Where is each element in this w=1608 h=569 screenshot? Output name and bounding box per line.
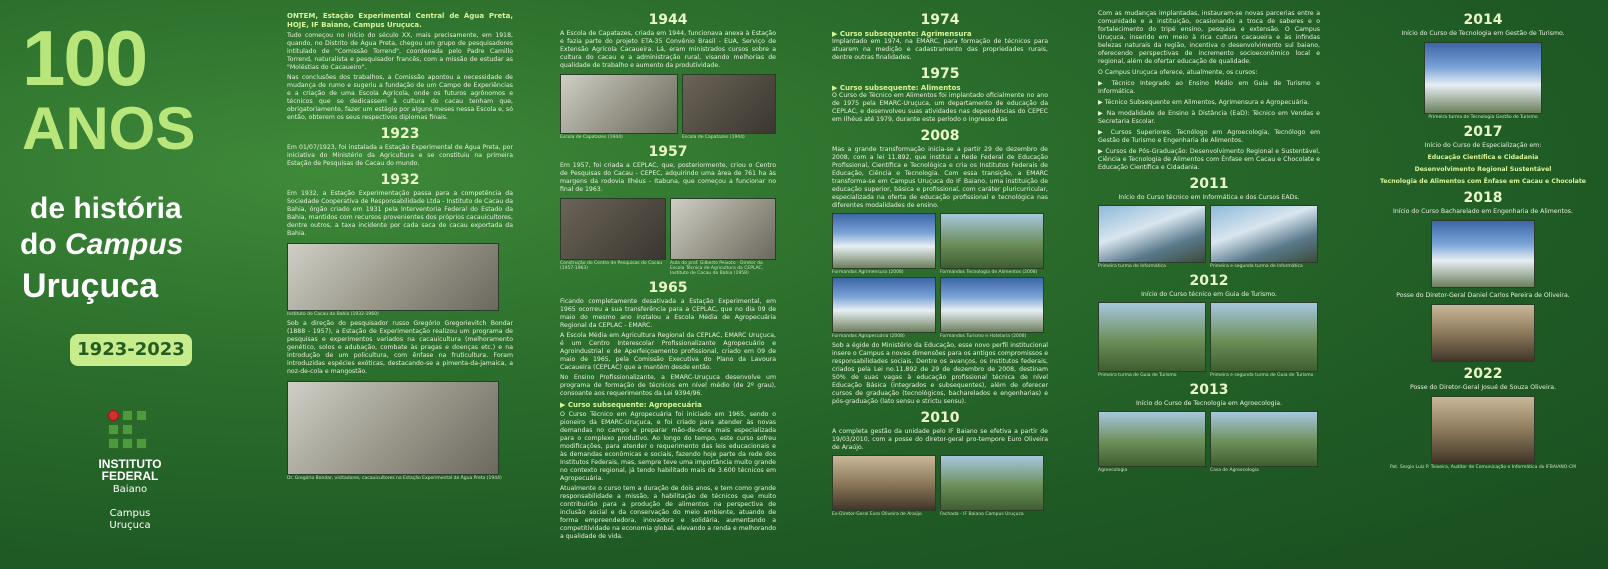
- caption-aula: Aula do prof. Gilberto Peixoto - Diretor da Escola Técnica de Agricultura da CEPLAC, Instituto de Cacau da Bahia (1958): [670, 261, 764, 276]
- photo-casa-agroecologia: [1210, 411, 1318, 467]
- photo-gestao-turismo: [1424, 42, 1542, 114]
- caption-instituto-cacau: Instituto do Cacau da Bahia (1932-1960): [287, 312, 379, 317]
- year-2022: 2022: [1463, 366, 1503, 382]
- paragraph-oferece: O Campus Uruçuca oferece, atualmente, os cursos:: [1098, 69, 1258, 76]
- year-1974: 1974: [920, 12, 960, 28]
- paragraph-2008: Mas a grande transformação inicia-se a partir 29 de dezembro de 2008, com a lei 11.892, que institui a Rede Federal de Educação Profissional, Científica e Tecnológica e cria os Institutos Federais de Educação, Ciência e Tecnologia. Com essa transição, a EMARC transforma-se em Campus Uruçuca do IF Baiano, uma instituição de educação superior, básica e profissional, com caráter pluricurricular, especializada na oferta de educação profissional e tecnológica nas diferentes modalidades de ensino.: [832, 146, 1048, 209]
- paragraph-2008-b: Sob a égide do Ministério da Educação, esse novo perfil institucional insere o Campus a novas dimensões para os antigos compromissos e responsabilidades sociais. Dentre os avanços, os institutos federais, criados pela Lei no.11.892 de 29 de dezembro de 2008, destinam 50% de suas vagas à educação profissional técnica de nível Educação Básica (integrados e subsequentes), além de oferecer cursos de graduação (tecnológicos, bacharelados e engenharias) e pós-graduação (lato sensu e strictu sensu).: [832, 342, 1048, 405]
- title-line1: de história: [30, 192, 182, 225]
- photo-capatazes-1: [560, 74, 678, 134]
- period-badge: 1923-2023: [70, 334, 192, 366]
- curso-alimentos: ▶ Curso subsequente: Alimentos: [832, 84, 961, 92]
- paragraph-1944: A Escola de Capatazes, criada em 1944, funcionava anexa à Estação e fazia parte do projeto ETA-35 Convênio Brasil - EUA, Serviço de Extensão Agrícola Cacaueira. Lá, eram ministrados cursos sobre a cultura do cacau e a administração rural, visando melhorias de qualidade de trabalho e aumento da produtividade.: [560, 30, 776, 69]
- photo-engenharia-alimentos: [1431, 220, 1535, 288]
- paragraph-1974: Implantado em 1974, na EMARC, para formação de técnicos para atuarem na medição e cadastramento das propriedades rurais, dentre outras finalidades.: [832, 38, 1048, 61]
- year-2012: 2012: [1189, 273, 1229, 289]
- photo-instituto-cacau: [287, 243, 499, 311]
- year-1975: 1975: [920, 66, 960, 82]
- year-2010: 2010: [920, 410, 960, 426]
- caption-formandos-agrimensura: Formandos Agrimensura (2008): [832, 270, 904, 275]
- title-100: 100: [22, 14, 147, 102]
- year-1923: 1923: [380, 126, 420, 142]
- title-line2: [20, 228, 183, 262]
- paragraph-1965-c: No Ensino Profissionalizante, a EMARC-Uruçuca desenvolve um programa de formação de técnicos em nível médio (de 2º grau), consoante aos requerimentos da Lei 9394/96.: [560, 374, 776, 397]
- caption-informatica-1: Primeira turma de Informática: [1098, 264, 1166, 269]
- photo-cepec: [560, 198, 666, 260]
- paragraph-1965: Ficando completamente desativada a Estação Experimental, em 1965 ocorreu a sua transferência para a CEPLAC, que no dia 09 de maio do mesmo ano instalou a Escola Média de Agropecuária Regional da CEPLAC - EMARC.: [560, 298, 776, 329]
- caption-bondar: Dr. Gregório Bondar, visitadores, cacauicultores na Estação Experimental de Água Preta (1944): [287, 476, 502, 481]
- paragraph-2013: Início do Curso de Tecnologia em Agroecologia.: [1135, 400, 1283, 407]
- photo-fachada: [940, 455, 1044, 511]
- year-2013: 2013: [1189, 382, 1229, 398]
- paragraph-2017: Início do Curso de Especialização em:: [1424, 142, 1542, 149]
- curso-agropecuaria: ▶ Curso subsequente: Agropecuária: [560, 401, 702, 409]
- institute-baiano: Baiano: [112, 484, 148, 495]
- intro-paragraph-1: Tudo começou no início do século XX, mais precisamente, em 1918, quando, no Distrito de Água Preta, chegou um grupo de pesquisadores intitulado de "Comissão Torrend", coordenada pelo Padre Camillo Torrend, naturalista e pesquisador francês, com a missão de estudar as "Moléstias do Cacaueiro".: [287, 32, 513, 71]
- paragraph-posse-2: Posse do Diretor-Geral Josué de Souza Oliveira.: [1409, 384, 1556, 391]
- curso-agrimensura: ▶ Curso subsequente: Agrimensura: [832, 30, 972, 38]
- campus-name: [80, 508, 180, 532]
- caption-informatica-2: Primeira e segunda turma de Informática: [1210, 264, 1303, 269]
- title-panel: [0, 0, 280, 569]
- especializacao-3: Tecnologia de Alimentos com Ênfase em Cacau e Chocolate: [1380, 178, 1586, 185]
- paragraph-1923: Em 01/07/1923, foi instalada a Estação Experimental de Água Preta, por iniciativa do Ministério da Agricultura e se constituiu na primeira Estação de Pesquisas de Cacau do mundo.: [287, 144, 513, 167]
- photo-capatazes-2: [682, 74, 776, 134]
- paragraph-agropecuaria-2: Atualmente o curso tem a duração de dois anos, e tem como grande responsabilidade a missão, a habilitação de técnicos que muito contribuirão para a produção de alimentos na perspectiva de inclusão social e da conservação do meio ambiente, atuando de forma empreendedora, inovadora e solidária, aumentando a competitividade na economia global, elevando a renda e melhorando a qualidade de vida.: [560, 485, 776, 540]
- photo-guia-turismo-2: [1210, 302, 1318, 372]
- paragraph-1975: O Curso de Técnico em Alimentos foi implantado oficialmente no ano de 1975 pela EMARC-Uruçuca, um departamento de educação da CEPLAC, e desenvolveu suas atividades nas dependências do CEPEC em Ilhéus até 1979, durante este período o ingresso das: [832, 92, 1048, 123]
- especializacao-1: Educação Científica e Cidadania: [1427, 154, 1539, 161]
- course-item-4: ▶ Cursos Superiores: Tecnólogo em Agroecologia, Tecnólogo em Gestão de Turismo e Engenharia de Alimentos.: [1098, 129, 1320, 144]
- photo-agroecologia: [1098, 411, 1206, 467]
- year-1932: 1932: [380, 172, 420, 188]
- intro-heading-text: ONTEM, Estação Experimental Central de Água Preta, HOJE, IF Baiano, Campus Uruçuca.: [287, 12, 513, 29]
- caption-guia-turismo-2: Primeira e segunda turma de Guia de Turismo: [1210, 373, 1314, 378]
- especializacao-2: Desenvolvimento Regional Sustentável: [1414, 166, 1552, 173]
- institute-name: [80, 458, 180, 482]
- caption-capatazes-2: Escola de Capatazes (1944): [682, 135, 745, 140]
- institute-name-2: FEDERAL: [101, 469, 159, 483]
- caption-capatazes-1: Escola de Capatazes (1944): [560, 135, 623, 140]
- paragraph-agropecuaria: O Curso Técnico em Agropecuária foi iniciado em 1965, sendo o pioneiro da EMARC-Uruçuca, e foi criado para atender às novas demandas no campo e preparar mão-de-obra mais especializada para o complexo produtivo. Ao longo do tempo, este curso sofreu modificações, para atender o requerimento das leis educacionais e às demandas econômicas e sociais, fazendo hoje parte da rede dos Institutos Federais, mas, sempre teve uma importância muito grande no contexto regional, já tendo habilitado mais de 3.600 técnicos em Agropecuária.: [560, 411, 776, 482]
- paragraph-bondar: Sob a direção do pesquisador russo Gregório Gregorievitch Bondar (1888 - 1957), a Estação de Experimentação realizou um programa de pesquisas e experimentos variados na cacauicultura (melhoramento genético, solos e adubação, combate às pragas e doenças etc.) e na introdução de um policultura, com ênfase na fruticultura. Foram introduzidas espécies exóticas, destacando-se a pimenta-da-jamaica, a noz-de-cola e mangostão.: [287, 320, 513, 375]
- paragraph-1965-b: A Escola Média em Agricultura Regional da CEPLAC, EMARC Uruçuca, é um Centro Interescolar Profissionalizante Agropecuário e Agroindustrial e de Aperfeiçoamento profissional, criado em 09 de maio de 1965, pela Comissão Executiva do Plano da Lavoura Cacaueira (CEPLAC) que a mantém desde então.: [560, 332, 776, 371]
- paragraph-2014: Início do Curso de Tecnologia em Gestão de Turismo.: [1401, 30, 1565, 37]
- photo-aula: [670, 198, 776, 260]
- campus-city: Uruçuca: [109, 520, 151, 531]
- photo-formandos-agropecuaria: [832, 277, 936, 333]
- paragraph-2011: Início do Curso técnico em Informática e dos Cursos EADs.: [1118, 194, 1300, 201]
- caption-gestao-turismo: Primeira turma de Tecnologia Gestão de Turismo: [1428, 115, 1538, 120]
- caption-formandos-turismo: Formandos Turismo e Hotelaria (2008): [940, 334, 1027, 339]
- paragraph-posse-1: Posse do Diretor-Geral Daniel Carlos Pereira de Oliveira.: [1396, 292, 1570, 299]
- year-2017: 2017: [1463, 124, 1503, 140]
- course-item-1: ▶ Técnico Integrado ao Ensino Médio em Guia de Turismo e Informática.: [1098, 80, 1320, 95]
- title-line3: Uruçuca: [22, 267, 159, 305]
- paragraph-2018: Início do Curso Bacharelado em Engenharia de Alimentos.: [1393, 208, 1573, 215]
- column-4: [1098, 10, 1320, 473]
- year-2008: 2008: [920, 128, 960, 144]
- intro-heading: [287, 12, 513, 29]
- column-5: [1368, 8, 1598, 470]
- paragraph-2010: A completa gestão da unidade pelo IF Baiano se efetiva a partir de 19/03/2010, com a posse do diretor-geral pro-tempore Euro Oliveira de Araújo.: [832, 428, 1048, 451]
- photo-informatica-2: [1210, 205, 1318, 263]
- photo-bondar: [287, 381, 499, 475]
- caption-guia-turismo-1: Primeira turma de Guia de Turismo: [1098, 373, 1177, 378]
- photo-posse-2: [1431, 396, 1535, 464]
- paragraph-1932: Em 1932, a Estação Experimentação passa para a competência da Sociedade Cooperativa de Responsabilidade Ltda - Instituto de Cacau da Bahia, órgão criado em 1931 pela Interventoria Federal do Estado da Bahia, mantidos com recursos provenientes dos próprios cacauicultores, dentre outros, a taxa incidente por cada saca de cacau exportada da Bahia.: [287, 190, 513, 237]
- institute-name-1: INSTITUTO: [98, 457, 162, 471]
- column-1: [287, 12, 513, 481]
- column-3: [832, 8, 1048, 517]
- caption-ex-diretor: Ex-Diretor-Geral Euro Oliveira de Araújo: [832, 512, 922, 517]
- course-item-2: ▶ Técnico Subsequente em Alimentos, Agrimensura e Agropecuária.: [1098, 99, 1310, 106]
- photo-formandos-alimentos: [940, 213, 1044, 269]
- photo-formandos-turismo: [940, 277, 1044, 333]
- year-2018: 2018: [1463, 190, 1503, 206]
- year-2014: 2014: [1463, 12, 1503, 28]
- course-item-3: ▶ Na modalidade de Ensino à Distância (EaD): Técnico em Vendas e Secretaria Escolar.: [1098, 110, 1320, 125]
- campus-label: Campus: [109, 508, 151, 519]
- caption-posse-2: Pat. Sergio Luiz P. Teixeira, Auditor de Comunicação e Informática do IFBAIANO-CM: [1389, 465, 1577, 470]
- caption-formandos-agropecuaria: Formandos Agropecuária (2008): [832, 334, 905, 339]
- title-line2-prefix: do: [20, 228, 65, 261]
- photo-informatica-1: [1098, 205, 1206, 263]
- intro-paragraph-2: Nas conclusões dos trabalhos, a Comissão apontou a necessidade de mudança de rumo e sugeriu a fundação de um Campo de Experiências e a criação de uma Escola Agrícola, onde os futuros agrônomos e técnicos que se dedicassem à cultura do cacau tenham que, obrigatoriamente, fazer um estágio por alguns meses nessa Escola e, só então, obterem os seus respectivos diplomas finais.: [287, 74, 513, 121]
- paragraph-1957: Em 1957, foi criada a CEPLAC, que, posteriormente, criou o Centro de Pesquisas do Cacau - CEPEC, adquirindo uma área de 761 ha às margens da rodovia Ilhéus - Itabuna, que começou a funcionar no final de 1963.: [560, 162, 776, 193]
- caption-cepec: Construção do Centro de Pesquisas do Cacau (1957-1963): [560, 261, 663, 271]
- year-1957: 1957: [648, 144, 688, 160]
- title-anos: ANOS: [22, 95, 196, 162]
- year-1944: 1944: [648, 12, 688, 28]
- paragraph-mudancas: Com as mudanças implantadas, instauram-se novas parcerias entre a comunidade e a instituição, ocasionando a troca de saberes e o fortalecimento do tripé ensino, pesquisa e extensão. O Campus Uruçuca, inserido em meio à rica cultura cacaueira e às infindas belezas naturais da região, incentiva o desenvolvimento sul baiano, oferecendo perspectivas de incremento socioeconômico local e regional, além de ofertar educação de qualidade.: [1098, 10, 1320, 65]
- column-2: [560, 8, 776, 541]
- caption-formandos-alimentos: Formandos Tecnologia de Alimentos (2008): [940, 270, 1038, 275]
- photo-ex-diretor: [832, 455, 936, 511]
- caption-fachada: Fachada - IF Baiano Campus Uruçuca: [940, 512, 1024, 517]
- year-1965: 1965: [648, 280, 688, 296]
- caption-casa-agroecologia: Casa de Agroecologia: [1210, 468, 1259, 473]
- title-line2-campus: Campus: [65, 228, 184, 261]
- caption-agroecologia: Agroecologia: [1098, 468, 1128, 473]
- year-2011: 2011: [1189, 176, 1229, 192]
- course-item-5: ▶ Cursos de Pós-Graduação: Desenvolvimento Regional e Sustentável, Ciência e Tecnologia de Alimentos com Ênfase em Cacau e Chocolate e Educação Científica e Cidadania.: [1098, 148, 1320, 171]
- if-logo-icon: [108, 410, 148, 450]
- photo-formandos-agrimensura: [832, 213, 936, 269]
- photo-posse-1: [1431, 304, 1535, 362]
- paragraph-2012: Início do Curso técnico em Guia de Turismo.: [1141, 291, 1277, 298]
- photo-guia-turismo-1: [1098, 302, 1206, 372]
